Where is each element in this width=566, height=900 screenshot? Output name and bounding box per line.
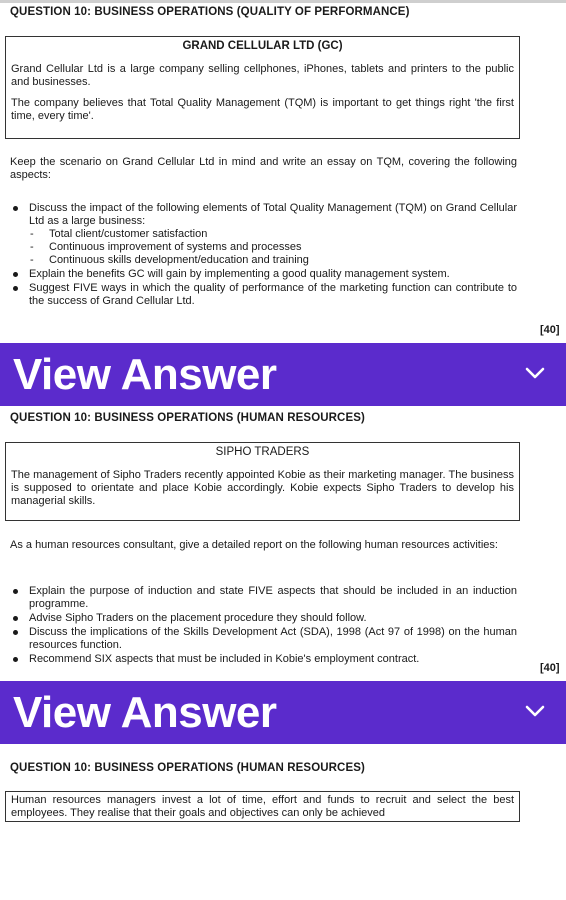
sub-item: - Total client/customer satisfaction — [29, 228, 517, 241]
list-item: Advise Sipho Traders on the placement procedure they should follow. — [10, 612, 517, 625]
scenario-title: SIPHO TRADERS — [215, 446, 310, 458]
instruction-text: As a human resources consultant, give a detailed report on the following human resources activities: — [10, 539, 498, 551]
list-item-text: Discuss the impact of the following elements of Total Quality Management (TQM) on Grand Cellular Ltd as a large business: — [29, 202, 517, 227]
scenario-paragraph: The management of Sipho Traders recently appointed Kobie as their marketing manager. The business is supposed to orientate and place Kobie accordingly. Kobie expects Sipho Traders to develop his managerial skills. — [11, 469, 514, 507]
marks-label: [40] — [540, 324, 560, 336]
list-item: Recommend SIX aspects that must be included in Kobie's employment contract. — [10, 653, 517, 666]
instruction-text: Keep the scenario on Grand Cellular Ltd in mind and write an essay on TQM, covering the following aspects: — [10, 156, 517, 181]
scenario-box-grand-cellular — [5, 36, 520, 139]
question-heading-quality: QUESTION 10: BUSINESS OPERATIONS (QUALITY OF PERFORMANCE) — [10, 6, 410, 18]
scenario-paragraph: The company believes that Total Quality Management (TQM) is important to get things right 'the first time, every time'. — [11, 97, 514, 122]
scenario-paragraph: Human resources managers invest a lot of time, effort and funds to recruit and select the best employees. They realise that their goals and objectives can only be achieved — [11, 794, 514, 819]
list-item: Explain the benefits GC will gain by implementing a good quality management system. — [10, 268, 517, 281]
list-item — [10, 202, 517, 267]
scenario-box-recruitment — [5, 791, 520, 822]
marks-label: [40] — [540, 662, 560, 674]
aspects-list — [10, 202, 517, 309]
view-answer-button[interactable] — [0, 681, 566, 744]
view-answer-button[interactable] — [0, 343, 566, 406]
question-heading-human-resources: QUESTION 10: BUSINESS OPERATIONS (HUMAN RESOURCES) — [10, 762, 365, 774]
scenario-box-sipho-traders — [5, 442, 520, 521]
scenario-paragraph: Grand Cellular Ltd is a large company selling cellphones, iPhones, tablets and printers to the public and businesses. — [11, 63, 514, 88]
sub-item: - Continuous skills development/education and training — [29, 254, 517, 267]
scenario-title: GRAND CELLULAR LTD (GC) — [182, 40, 343, 52]
list-item: Explain the purpose of induction and state FIVE aspects that should be included in an induction programme. — [10, 585, 517, 611]
sub-item: - Continuous improvement of systems and processes — [29, 241, 517, 254]
question-heading-human-resources: QUESTION 10: BUSINESS OPERATIONS (HUMAN RESOURCES) — [10, 412, 365, 424]
list-item: Discuss the implications of the Skills Development Act (SDA), 1998 (Act 97 of 1998) on the human resources function. — [10, 626, 517, 652]
chevron-down-icon[interactable] — [524, 366, 546, 380]
sub-list — [29, 228, 517, 267]
view-answer-label: View Answer — [13, 350, 277, 399]
activities-list — [10, 585, 517, 667]
top-divider — [0, 0, 566, 3]
chevron-down-icon[interactable] — [524, 704, 546, 718]
list-item: Suggest FIVE ways in which the quality of performance of the marketing function can contribute to the success of Grand Cellular Ltd. — [10, 282, 517, 308]
view-answer-label: View Answer — [13, 688, 277, 737]
